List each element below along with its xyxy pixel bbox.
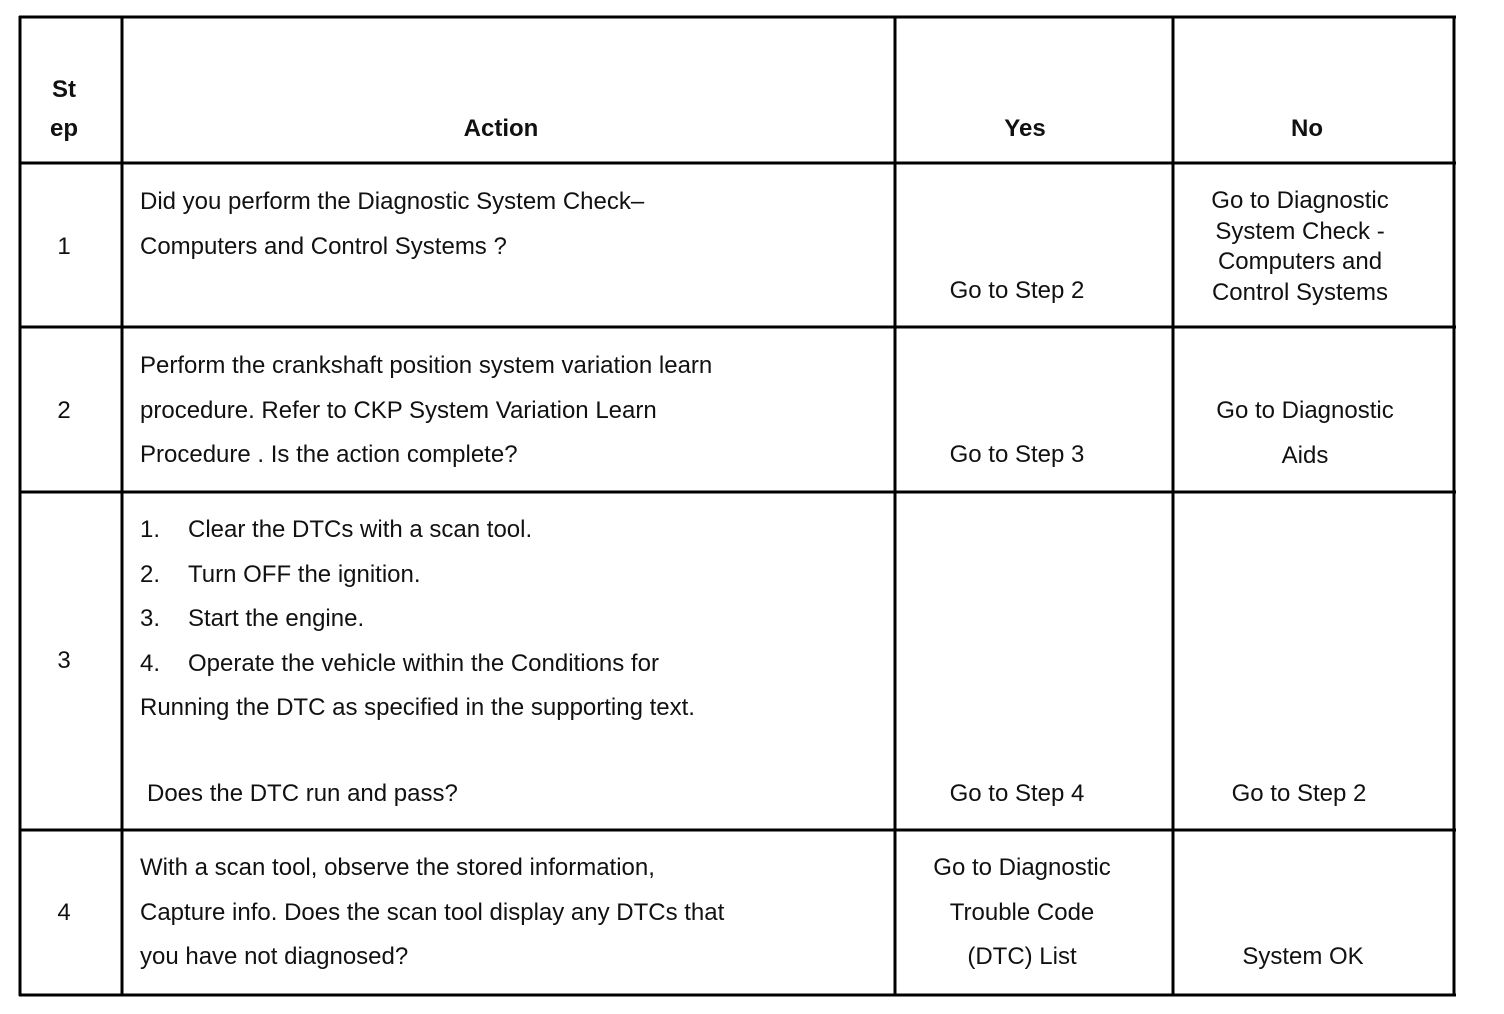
action-line: Capture info. Does the scan tool display any DTCs that (140, 898, 725, 926)
action-list-item (140, 597, 890, 642)
yes-result (897, 772, 1137, 817)
no-line: Go to Diagnostic (1211, 187, 1389, 214)
header-step-line-1: St (52, 76, 76, 103)
no-result (1175, 935, 1431, 980)
no-result (1175, 389, 1435, 478)
header-step-line-2: ep (49, 115, 78, 142)
action-line: With a scan tool, observe the stored information, (140, 854, 655, 881)
list-text: Clear the DTCs with a scan tool. (188, 516, 533, 543)
yes-line: Go to Diagnostic (933, 854, 1111, 881)
list-number: 4. (140, 649, 161, 677)
list-text: Start the engine. (188, 605, 365, 632)
no-result (1175, 772, 1423, 817)
action-line: you have not diagnosed? (140, 943, 409, 970)
action-line: Did you perform the Diagnostic System Check– (140, 188, 645, 215)
header-yes: Yes (1004, 115, 1046, 142)
step-number: 2 (57, 397, 71, 424)
no-line: Control Systems (1211, 278, 1389, 306)
action-text (140, 508, 890, 816)
no-line: System Check - (1215, 217, 1385, 245)
no-line: Go to Diagnostic (1216, 397, 1394, 424)
list-number: 3. (140, 605, 161, 632)
yes-line: (DTC) List (967, 943, 1077, 970)
header-no: No (1291, 115, 1323, 142)
header-action: Action (463, 115, 539, 142)
no-line: System OK (1242, 943, 1364, 970)
action-line: Procedure . Is the action complete? (140, 441, 518, 468)
step-number: 1 (57, 233, 71, 260)
list-number: 1. (140, 516, 161, 543)
yes-line: Go to Step 2 (949, 277, 1085, 304)
yes-result (897, 269, 1137, 314)
action-list-item (140, 553, 890, 598)
action-line: procedure. Refer to CKP System Variation Learn (140, 396, 657, 424)
action-text (140, 846, 890, 980)
list-text: Turn OFF the ignition. (188, 560, 421, 588)
yes-line: Go to Step 3 (949, 441, 1085, 468)
action-question: Does the DTC run and pass? (147, 779, 458, 807)
yes-result (897, 433, 1137, 478)
header-step (22, 70, 106, 148)
no-line: Go to Step 2 (1231, 780, 1367, 807)
action-line: Perform the crankshaft position system variation learn (140, 352, 713, 379)
no-line: Aids (1281, 441, 1329, 469)
step-number: 4 (57, 899, 71, 926)
action-text (140, 180, 890, 269)
no-line: Computers and (1217, 248, 1383, 275)
list-number: 2. (140, 560, 161, 588)
list-text: Operate the vehicle within the Conditions for (188, 649, 659, 677)
action-line: Running the DTC as specified in the supporting text. (140, 694, 695, 721)
action-line: Computers and Control Systems ? (140, 232, 507, 260)
yes-result (897, 846, 1147, 980)
action-text (140, 344, 890, 478)
action-list-item (140, 642, 890, 687)
step-number: 3 (57, 647, 71, 674)
yes-line: Trouble Code (949, 898, 1095, 926)
yes-line: Go to Step 4 (949, 780, 1085, 807)
action-list-item (140, 508, 890, 553)
no-result (1175, 186, 1425, 308)
